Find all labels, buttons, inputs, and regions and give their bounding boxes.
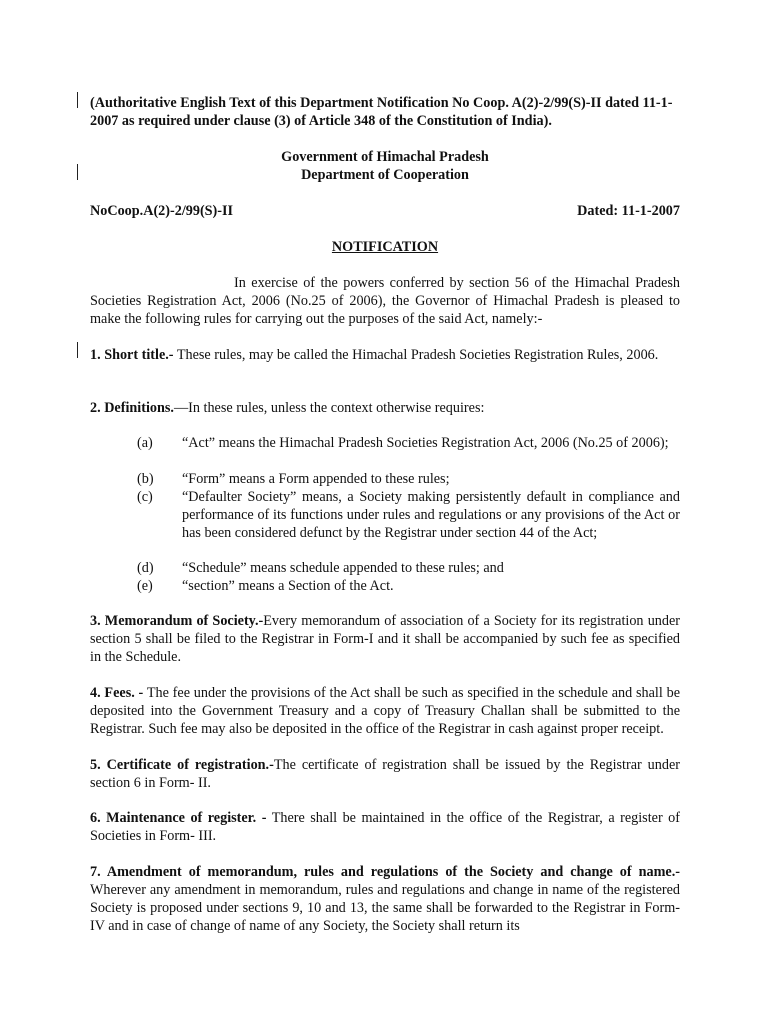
revision-bar bbox=[77, 342, 78, 358]
revision-bar bbox=[77, 92, 78, 108]
preamble-text: In exercise of the powers conferred by section 56 of the Himachal Pradesh Societies Registration Act, 2006 (No.25 of 2006), the Governor of Himachal Pradesh is pleased to make the following rules for carrying out the purposes of the said Act, namely:- bbox=[90, 275, 680, 327]
rule-6-text: There shall be maintained in the office of the Registrar, a register of Societies in Form- III. bbox=[90, 810, 680, 844]
rule-5-heading: 5. Certificate of registration.- bbox=[90, 757, 274, 773]
rule-2 bbox=[90, 399, 680, 417]
government-heading: Government of Himachal Pradesh bbox=[281, 149, 489, 165]
definition-label: (e) bbox=[137, 578, 153, 594]
notification-date: Dated: 11-1-2007 bbox=[577, 203, 680, 219]
rule-4-heading: 4. Fees. - bbox=[90, 685, 144, 701]
rule-1 bbox=[90, 346, 680, 364]
definition-label: (b) bbox=[137, 471, 154, 487]
notification-title-text: NOTIFICATION bbox=[331, 239, 439, 255]
rule-1-text: These rules, may be called the Himachal Pradesh Societies Registration Rules, 2006. bbox=[173, 347, 659, 363]
definition-text: “Schedule” means schedule appended to these rules; and bbox=[182, 560, 504, 576]
revision-bar bbox=[77, 164, 78, 180]
department-heading: Department of Cooperation bbox=[301, 167, 469, 183]
rule-6-heading: 6. Maintenance of register. - bbox=[90, 810, 267, 826]
authoritative-text-note: (Authoritative English Text of this Department Notification No Coop. A(2)-2/99(S)-II dated 11-1-2007 as required under clause (3) of Article 348 of the Constitution of India). bbox=[90, 95, 673, 129]
definition-text: “Defaulter Society” means, a Society making persistently default in compliance and performance of its functions under rules and regulations or any provisions of the Act or has been considered defunct by the Registrar under section 44 of the Act; bbox=[182, 489, 680, 541]
rule-1-heading: 1. Short title.- bbox=[90, 347, 174, 363]
reference-number: NoCoop.A(2)-2/99(S)-II bbox=[90, 203, 234, 219]
definition-label: (a) bbox=[137, 435, 153, 451]
preamble bbox=[90, 274, 680, 328]
definition-text: “Act” means the Himachal Pradesh Societies Registration Act, 2006 (No.25 of 2006); bbox=[182, 435, 669, 451]
definition-text: “section” means a Section of the Act. bbox=[182, 578, 394, 594]
definition-text: “Form” means a Form appended to these rules; bbox=[182, 471, 450, 487]
rule-3-text: Every memorandum of association of a Society for its registration under section 5 shall be filed to the Registrar in Form-I and it shall be accompanied by such fee as specified in the Schedule. bbox=[90, 613, 680, 665]
rule-3 bbox=[90, 612, 680, 666]
rule-6 bbox=[90, 809, 680, 845]
notification-title bbox=[90, 238, 680, 256]
rule-4-text: The fee under the provisions of the Act shall be such as specified in the schedule and shall be deposited into the Government Treasury and a copy of Treasury Challan shall be submitted to the Registrar. Such fee may also be deposited in the office of the Registrar in cash against proper receipt. bbox=[90, 685, 680, 737]
rule-7-text: Wherever any amendment in memorandum, rules and regulations and change in name of the registered Society is proposed under sections 9, 10 and 13, the same shall be forwarded to the Registrar in Form- IV and in case of change of name of any Society, the Society shall return its bbox=[90, 882, 680, 934]
rule-3-heading: 3. Memorandum of Society.- bbox=[90, 613, 264, 629]
rule-2-text: —In these rules, unless the context otherwise requires: bbox=[173, 400, 485, 416]
rule-5 bbox=[90, 756, 680, 792]
definition-label: (d) bbox=[137, 560, 154, 576]
rule-7 bbox=[90, 863, 680, 935]
rule-2-heading: 2. Definitions. bbox=[90, 400, 174, 416]
definition-label: (c) bbox=[137, 489, 153, 505]
rule-7-heading: 7. Amendment of memorandum, rules and regulations of the Society and change of name.- bbox=[90, 864, 680, 880]
rule-4 bbox=[90, 684, 680, 738]
rule-5-text: The certificate of registration shall be issued by the Registrar under section 6 in Form- II. bbox=[90, 757, 680, 791]
